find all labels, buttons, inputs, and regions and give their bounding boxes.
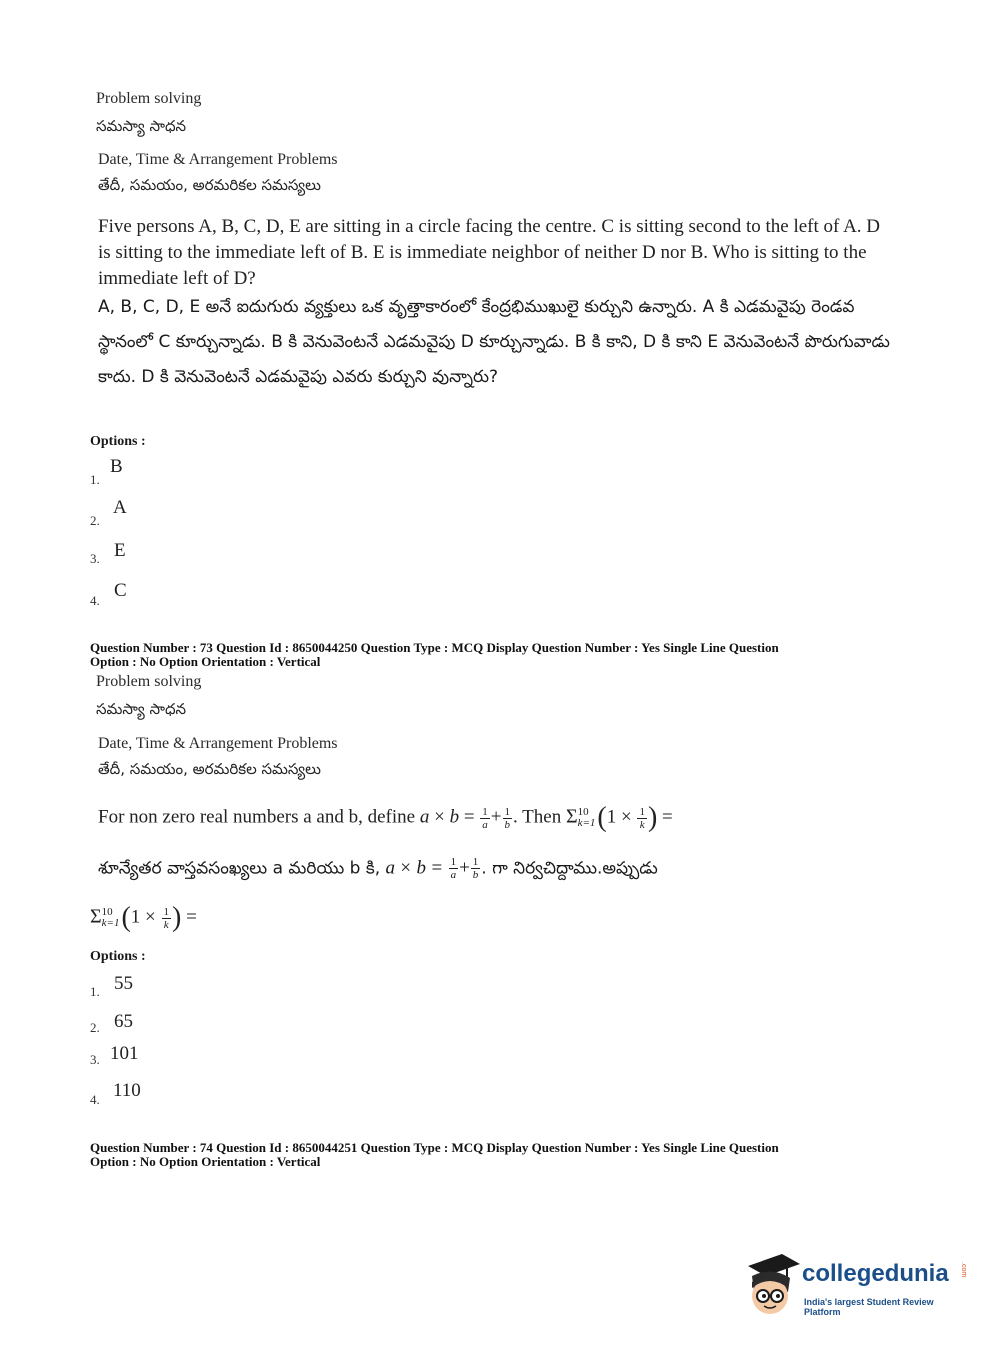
times-symbol: × (620, 806, 632, 828)
options-label: Options : (90, 949, 146, 964)
option-value[interactable]: 55 (114, 973, 133, 994)
question-meta-line: Question Number : 73 Question Id : 8650044250 Question Type : MCQ Display Question Number : Yes Single Line Question (90, 640, 779, 655)
question-suffix-telugu: . గా నిర్వచిద్దాము.అప్పుడు (481, 858, 658, 879)
question-prefix: For non zero real numbers a and b, define (98, 806, 416, 828)
times-symbol: × (400, 857, 412, 879)
close-paren: ) (172, 902, 182, 933)
times-symbol: × (145, 906, 156, 928)
option-number: 1. (90, 984, 100, 999)
mascot-icon (742, 1252, 802, 1318)
question-meta-line: Option : No Option Orientation : Vertical (90, 654, 321, 669)
logo-wordmark: collegedunia (802, 1260, 949, 1287)
question-then: . Then (513, 806, 562, 828)
sum-limits: 10 k=1 (101, 906, 120, 929)
question-text-telugu: A, B, C, D, E అనే ఐదుగురు వ్యక్తులు ఒక వృత్తాకారంలో కేంద్రభిముఖులై కుర్చుని ఉన్నారు. A కి ఎడమవైపు రెండవ స్థానంలో C కూర్చున్నాడు. B కి వెనువెంటనే ఎడమవైపు D కూర్చున్నాడు. B కి కాని, D కి కాని E వెనువెంటనే పొరుగువాడు కాదు. D కి వెనువెంటనే ఎడమవైపు ఎవరు కుర్చుని వున్నారు? (98, 297, 890, 387)
operand-b: b (416, 857, 427, 879)
sigma-symbol: Σ (90, 905, 102, 928)
option-number: 1. (90, 472, 100, 487)
plus-symbol: + (490, 806, 502, 828)
logo-domain: .com (960, 1262, 967, 1278)
logo-tagline: India's largest Student Review Platform (804, 1297, 934, 1317)
close-paren: ) (647, 802, 658, 833)
equals-symbol: = (662, 806, 673, 828)
subject-label-telugu: సమస్యా సాధన (96, 117, 187, 135)
option-number: 2. (90, 1020, 100, 1035)
sigma-symbol: Σ (565, 805, 578, 828)
question-text-english (98, 802, 673, 834)
topic-label: Date, Time & Arrangement Problems (98, 735, 338, 752)
topic-label-telugu: తేదీ, సమయం, అరమరికల సమస్యలు (98, 176, 321, 194)
option-number: 2. (90, 513, 100, 528)
options-label: Options : (90, 434, 146, 449)
subject-label-telugu: సమస్యా సాధన (96, 700, 187, 718)
option-number: 3. (90, 1052, 100, 1067)
topic-label-telugu: తేదీ, సమయం, అరమరికల సమస్యలు (98, 760, 321, 778)
equals-symbol: = (463, 806, 475, 828)
sum-expression (90, 902, 197, 934)
fraction-1-over-b: $\frac{1}{b}$ (504, 805, 510, 831)
one: 1 (130, 906, 141, 928)
option-value[interactable]: C (114, 580, 127, 601)
plus-symbol: + (459, 857, 470, 879)
option-number: 4. (90, 593, 100, 608)
subject-label: Problem solving (96, 673, 202, 690)
times-symbol: × (434, 806, 445, 828)
question-meta (90, 1141, 890, 1169)
open-paren: ( (121, 902, 131, 933)
operand-b: b (449, 806, 460, 828)
question-meta-line: Question Number : 74 Question Id : 8650044251 Question Type : MCQ Display Question Number : Yes Single Line Question (90, 1140, 779, 1155)
option-number: 4. (90, 1092, 100, 1107)
option-number: 3. (90, 551, 100, 566)
fraction-1-over-k: $\frac{1}{k}$ (639, 805, 645, 831)
option-value[interactable]: 65 (114, 1011, 133, 1032)
question-text-english: Five persons A, B, C, D, E are sitting in a circle facing the centre. C is sitting second to the left of A. D is sitting to the immediate left of B. E is immediate neighbor of neither D nor B. Who is sitting to the immediate left of D? (98, 216, 881, 289)
question-text-telugu (98, 856, 658, 883)
sum-limits: 10 k=1 (577, 806, 596, 829)
collegedunia-logo[interactable] (742, 1252, 972, 1322)
open-paren: ( (597, 802, 607, 833)
one: 1 (606, 806, 617, 828)
option-value[interactable]: 110 (113, 1080, 141, 1101)
fraction-1-over-k: $\frac{1}{k}$ (163, 905, 169, 931)
operand-a: a (385, 857, 396, 879)
question-meta-line: Option : No Option Orientation : Vertical (90, 1154, 321, 1169)
topic-label: Date, Time & Arrangement Problems (98, 151, 338, 168)
fraction-1-over-a: $\frac{1}{a}$ (450, 856, 457, 881)
option-value[interactable]: A (113, 497, 127, 518)
fraction-1-over-a: $\frac{1}{a}$ (482, 805, 488, 831)
operand-a: a (419, 806, 430, 828)
option-value[interactable]: B (110, 456, 123, 477)
subject-label: Problem solving (96, 90, 202, 107)
fraction-1-over-b: $\frac{1}{b}$ (472, 856, 479, 881)
question-prefix-telugu: శూన్యేతర వాస్తవసంఖ్యలు a మరియు b కి, (98, 858, 381, 879)
option-value[interactable]: 101 (110, 1043, 139, 1064)
question-meta (90, 641, 890, 669)
equals-symbol: = (431, 857, 443, 879)
equals-symbol: = (186, 906, 197, 928)
option-value[interactable]: E (114, 540, 126, 561)
